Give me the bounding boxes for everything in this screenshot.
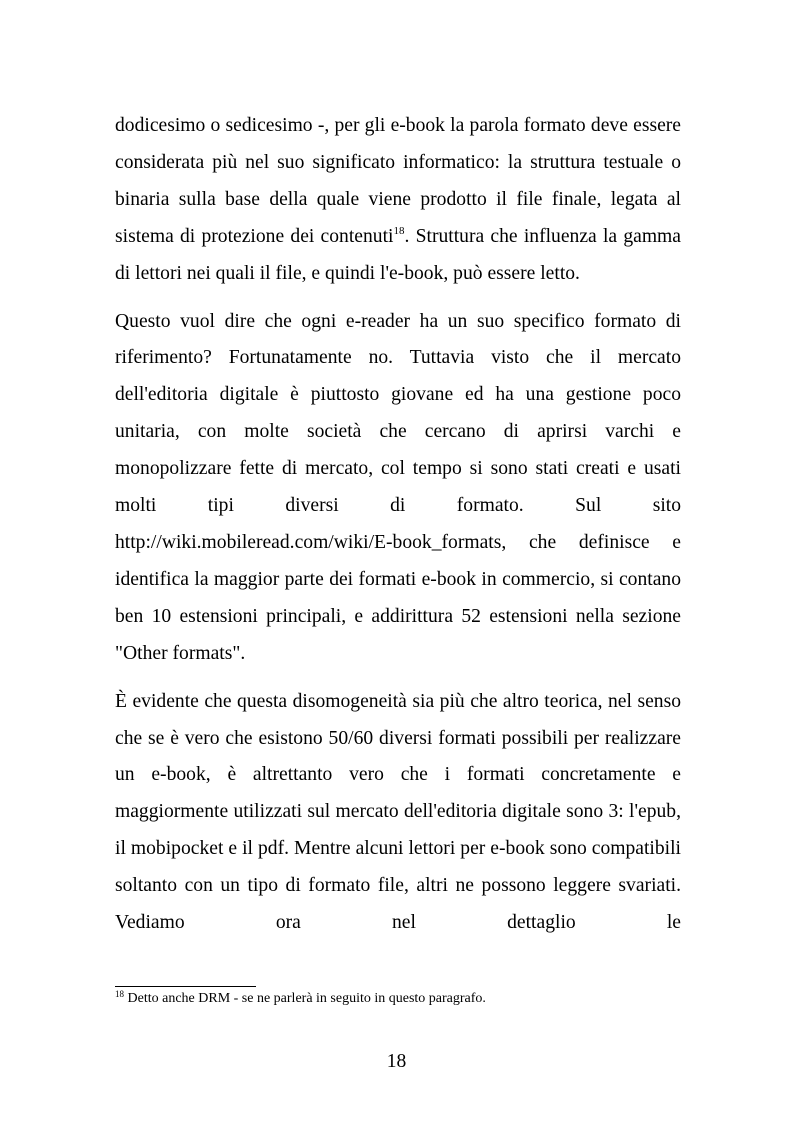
page-number: 18 — [386, 1051, 407, 1072]
footnote-divider — [115, 986, 256, 987]
body-text — [115, 108, 681, 942]
paragraph-1-text: dodicesimo o sedicesimo -, per gli e-book la parola formato deve essere considerata più nel suo significato informatico: la struttura testuale o binaria sulla base della quale viene prodotto il file finale, legata al sistema di protezione dei contenuti — [115, 115, 681, 247]
footnote-number: 18 — [115, 989, 124, 999]
footnote — [115, 990, 681, 1008]
paragraph-2: Questo vuol dire che ogni e-reader ha un suo specifico formato di riferimento? Fortunatamente no. Tuttavia visto che il mercato dell'editoria digitale è piuttosto giovane ed ha una gestione poco unitaria, con molte società che cercano di aprirsi varchi e monopolizzare fette di mercato, col tempo si sono stati creati e usati molti tipi diversi di formato. Sul sito http://wiki.mobileread.com/wiki/E-book_formats, che definisce e identifica la maggior parte dei formati e-book in commercio, si contano ben 10 estensioni principali, e addirittura 52 estensioni nella sezione "Other formats". — [115, 310, 681, 664]
paragraph-1 — [115, 108, 681, 293]
footnote-text: Detto anche DRM - se ne parlerà in seguito in questo paragrafo. — [124, 991, 486, 1006]
paragraph-1-text-continued: . Struttura che influenza la gamma di lettori nei quali il file, e quindi l'e-book, può essere letto. — [115, 225, 681, 284]
paragraph-3: È evidente che questa disomogeneità sia più che altro teorica, nel senso che se è vero che esistono 50/60 diversi formati possibili per realizzare un e-book, è altrettanto vero che i formati concretamente e maggiormente utilizzati sul mercato dell'editoria digitale sono 3: l'epub, il mobipocket e il pdf. Mentre alcuni lettori per e-book sono compatibili soltanto con un tipo di formato file, altri ne possono leggere svariati. Vediamo ora nel dettaglio le — [115, 690, 681, 934]
footnote-reference[interactable]: 18 — [393, 224, 405, 237]
